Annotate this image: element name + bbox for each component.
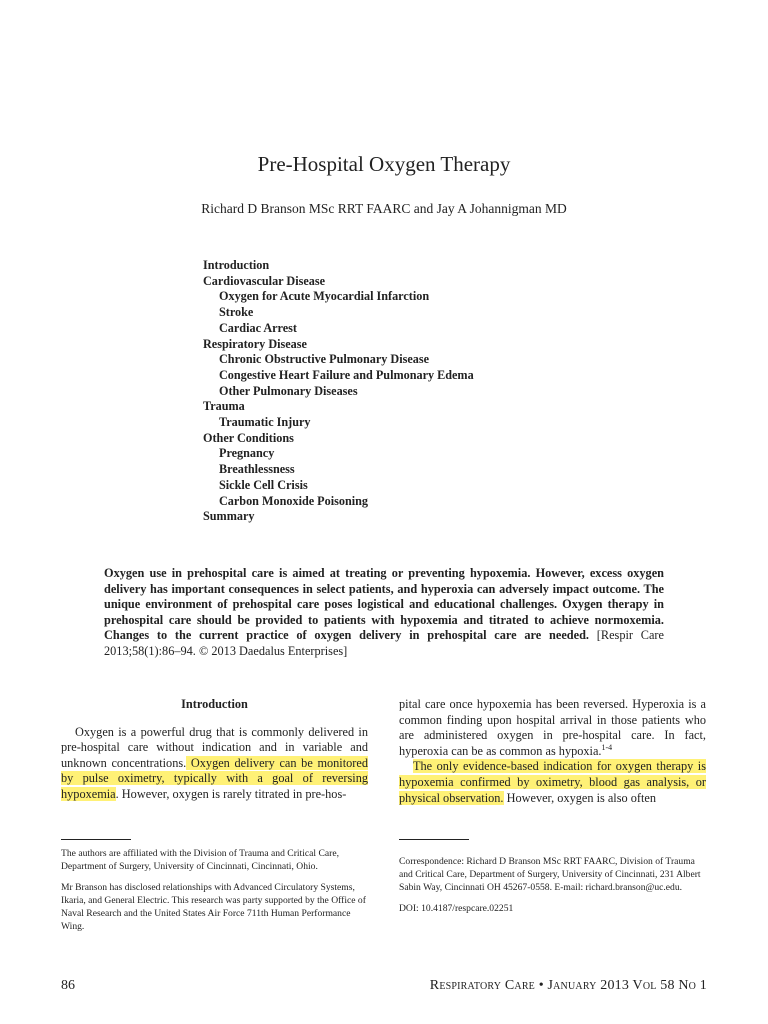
section-heading-introduction: Introduction (181, 697, 248, 711)
toc-entry: Trauma (203, 399, 245, 414)
paragraph (399, 759, 706, 806)
highlighted-text: Oxygen delivery can be monitored by pulse oximetry, typically with a goal of reversing hypoxemia (61, 755, 368, 801)
footnote-divider (61, 839, 131, 840)
toc-entry: Respiratory Disease (203, 336, 307, 351)
footnote-divider (399, 839, 469, 840)
toc-entry: Chronic Obstructive Pulmonary Disease (219, 352, 429, 367)
table-of-contents (203, 258, 474, 525)
toc-entry: Congestive Heart Failure and Pulmonary Edema (219, 367, 474, 382)
footnote-correspondence: Correspondence: Richard D Branson MSc RRT FAARC, Division of Trauma and Critical Care, Department of Surgery, University of Cincinnati, 231 Albert Sabin Way, Cincinnati OH 45267-0558. E-mail: richard.branson@uc.edu. (399, 856, 701, 893)
article-authors: Richard D Branson MSc RRT FAARC and Jay A Johannigman MD (201, 201, 567, 216)
toc-entry: Cardiovascular Disease (203, 273, 325, 288)
toc-entry: Introduction (203, 258, 270, 272)
toc-entry: Stroke (219, 305, 254, 320)
footnote-disclosure: Mr Branson has disclosed relationships with Advanced Circulatory Systems, Ikaria, and General Electric. This research was party supported by the Office of Naval Research and the United States Air Force 711th Human Performance Wing. (61, 882, 366, 932)
footnotes-right (399, 855, 708, 923)
toc-entry: Traumatic Injury (219, 415, 311, 430)
footnote-affiliation: The authors are affiliated with the Division of Trauma and Critical Care, Department of Surgery, University of Cincinnati, Cincinnati, Ohio. (61, 848, 339, 872)
text-run: pital care once hypoxemia has been reversed. Hyperoxia is a common finding upon hospital arrival in those patients who are administered oxygen in pre-hospital care. In fact, hyperoxia can be as common as hypoxia. (399, 697, 706, 758)
toc-entry: Summary (203, 509, 255, 524)
article-title: Pre-Hospital Oxygen Therapy (257, 152, 511, 176)
paragraph (61, 725, 368, 803)
footnote-doi: DOI: 10.4187/respcare.02251 (399, 903, 514, 914)
reference-citation: 1-4 (601, 742, 613, 752)
toc-entry: Oxygen for Acute Myocardial Infarction (219, 289, 430, 304)
paragraph (399, 697, 706, 759)
running-footer: Respiratory Care • January 2013 Vol 58 No 1 (429, 978, 707, 993)
text-run: Oxygen is a powerful drug that is commonly delivered in pre-hospital care without indication and in variable and unknown concentrations. (61, 724, 368, 770)
toc-entry: Cardiac Arrest (219, 320, 297, 335)
text-run: However, oxygen is also often (503, 790, 656, 805)
body-column-left (61, 697, 368, 803)
toc-entry: Other Pulmonary Diseases (219, 383, 358, 398)
toc-entry: Breathlessness (219, 462, 295, 477)
footnotes-left (61, 847, 371, 941)
highlighted-text: The only evidence-based indication for oxygen therapy is hypoxemia confirmed by oximetry, blood gas analysis, or physical observation. (399, 759, 706, 805)
toc-entry: Pregnancy (219, 446, 275, 461)
toc-entry: Carbon Monoxide Poisoning (219, 493, 368, 508)
abstract (104, 566, 664, 660)
toc-entry: Sickle Cell Crisis (219, 477, 308, 492)
text-run: . However, oxygen is rarely titrated in pre-hos- (115, 786, 347, 801)
toc-entry: Other Conditions (203, 430, 294, 445)
body-column-right (399, 697, 706, 806)
abstract-text: Oxygen use in prehospital care is aimed at treating or preventing hypoxemia. However, excess oxygen delivery has important consequences in select patients, and hyperoxia can adversely impact outcome. The unique environment of prehospital care poses logistical and educational challenges. Oxygen therapy in prehospital care should be provided to patients with hypoxemia and titrated to achieve normoxemia. Changes to the current practice of oxygen delivery in prehospital care are needed. (104, 566, 664, 643)
page-number: 86 (61, 978, 75, 993)
abstract-citation: [Respir Care 2013;58(1):86–94. © 2013 Daedalus Enterprises] (104, 628, 664, 658)
